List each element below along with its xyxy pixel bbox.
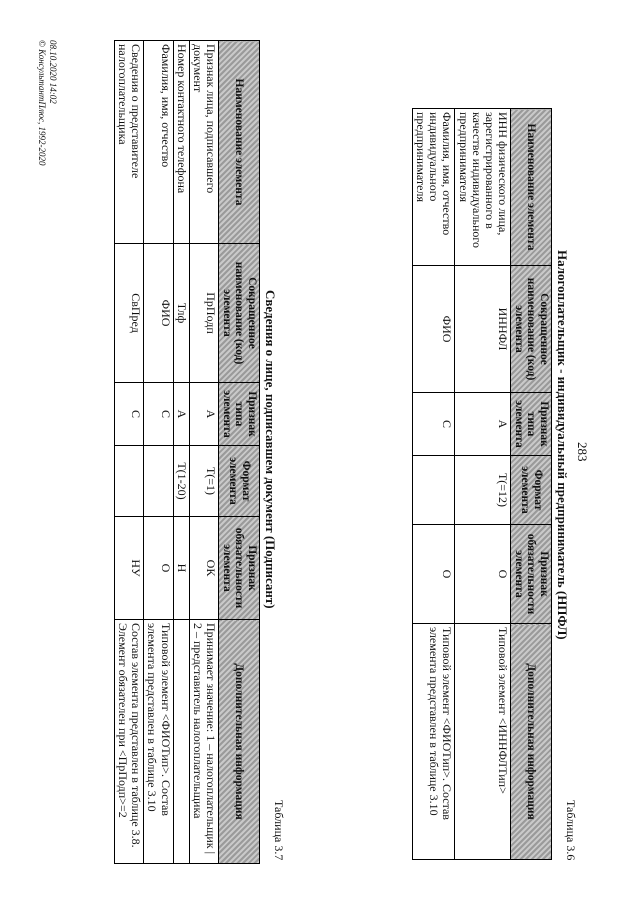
- table-row: [412, 109, 455, 860]
- cell: А: [455, 393, 511, 456]
- cell: С: [144, 383, 173, 446]
- cell: [412, 456, 455, 525]
- cell: Принимает значение: 1 – налогоплательщик | 2 – представитель налогоплательщика: [189, 620, 218, 864]
- footer-copyright: © КонсультантПлюс, 1992-2020: [37, 40, 48, 166]
- col-header: Сокращенное наименование (код) элемента: [511, 266, 552, 393]
- cell: О: [144, 517, 173, 620]
- table-row: [455, 109, 511, 860]
- table-3-7: [114, 40, 260, 864]
- col-header: Наименование элемента: [219, 41, 260, 244]
- cell: Номер контактного телефона: [173, 41, 189, 244]
- cell: Типовой элемент <ФИОТип>. Состав элемента представлен в таблице 3.10: [412, 624, 455, 860]
- cell: Сведения о представителе налогоплательщика: [114, 41, 143, 244]
- table-3-6: [412, 108, 552, 860]
- cell: ПрПодп: [189, 244, 218, 383]
- table-3-6-label: Таблица 3.6: [564, 800, 578, 861]
- cell: ФИО: [412, 266, 455, 393]
- table-row: [114, 41, 143, 864]
- cell: Фамилия, имя, отчество индивидуального предпринимателя: [412, 109, 455, 266]
- cell: Т(1-20): [173, 446, 189, 517]
- cell: [114, 446, 143, 517]
- cell: Типовой элемент <ИННФЛТип>: [455, 624, 511, 860]
- cell: ФИО: [144, 244, 173, 383]
- footer-date: 08.10.2020 14:02: [48, 40, 58, 104]
- table-row: [144, 41, 173, 864]
- col-header: Признак обязательности элемента: [511, 525, 552, 624]
- cell: А: [189, 383, 218, 446]
- col-header: Дополнительная информация: [219, 620, 260, 864]
- col-header: Наименование элемента: [511, 109, 552, 266]
- cell: Типовой элемент <ФИОТип>. Состав элемента представлен в таблице 3.10: [144, 620, 173, 864]
- cell: ОК: [189, 517, 218, 620]
- table-row: [189, 41, 218, 864]
- cell: Признак лица, подписавшего документ: [189, 41, 218, 244]
- footer-timestamp: [36, 40, 58, 166]
- col-header: Признак типа элемента: [511, 393, 552, 456]
- cell: Т(=1): [189, 446, 218, 517]
- cell: ИНН физического лица, зарегистрированного в качестве индивидуального предпринимателя: [455, 109, 511, 266]
- cell: ИННФЛ: [455, 266, 511, 393]
- cell: А: [173, 383, 189, 446]
- cell: С: [114, 383, 143, 446]
- cell: [144, 446, 173, 517]
- col-header: Сокращенное наименование (код) элемента: [219, 244, 260, 383]
- col-header: Формат элемента: [511, 456, 552, 525]
- cell: Т(=12): [455, 456, 511, 525]
- col-header: Дополнительная информация: [511, 624, 552, 860]
- table-row: [173, 41, 189, 864]
- cell: НУ: [114, 517, 143, 620]
- cell: СвПред: [114, 244, 143, 383]
- cell: Н: [173, 517, 189, 620]
- col-header: Признак типа элемента: [219, 383, 260, 446]
- cell: О: [412, 525, 455, 624]
- cell: О: [455, 525, 511, 624]
- cell: [173, 620, 189, 864]
- cell: С: [412, 393, 455, 456]
- page-number: 283: [575, 442, 590, 462]
- table-3-6-title: Налогоплательщик - индивидуальный предприниматель (НПФЛ): [555, 250, 570, 640]
- cell: Фамилия, имя, отчество: [144, 41, 173, 244]
- cell: Состав элемента представлен в таблице 3.8. Элемент обязателен при <ПрПодп>=2: [114, 620, 143, 864]
- col-header: Признак обязательности элемента: [219, 517, 260, 620]
- table-3-7-label: Таблица 3.7: [272, 800, 286, 861]
- cell: Тлф: [173, 244, 189, 383]
- col-header: Формат элемента: [219, 446, 260, 517]
- table-3-7-title: Сведения о лице, подписавшем документ (Подписант): [263, 290, 278, 609]
